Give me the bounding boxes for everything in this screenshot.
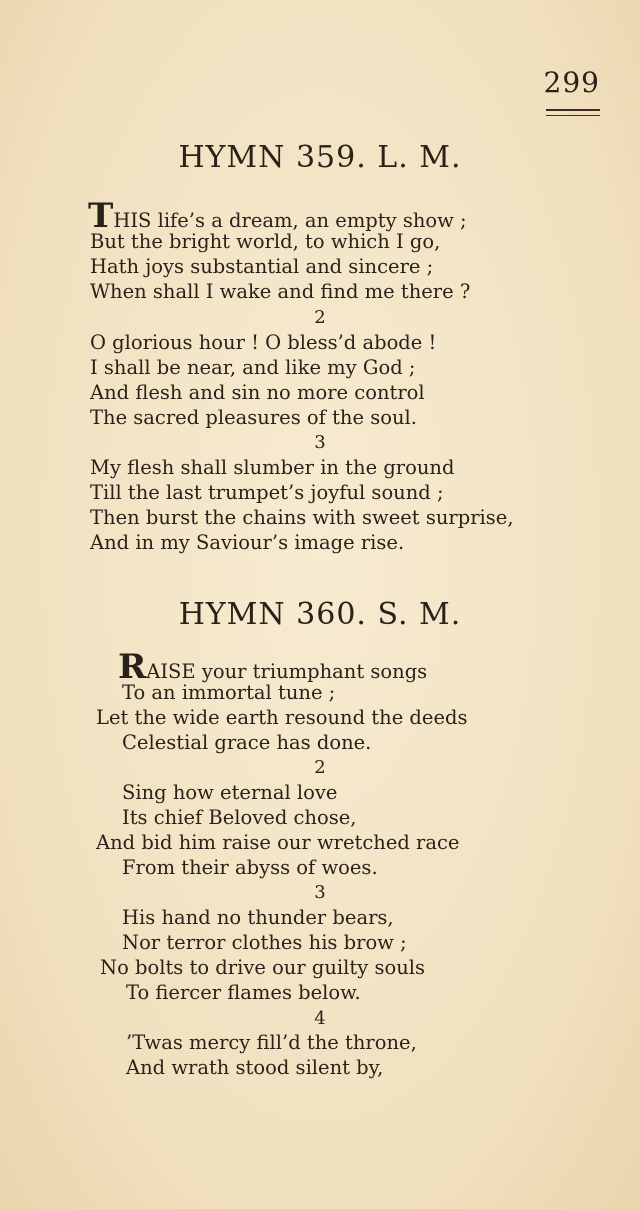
hymn-359-line-4: When shall I wake and find me there ? bbox=[90, 280, 471, 303]
hymn-360-line-10: Nor terror clothes his brow ; bbox=[122, 931, 407, 954]
hymn-359-line-5: O glorious hour ! O bless’d abode ! bbox=[90, 331, 437, 354]
verse-number: 3 bbox=[314, 432, 326, 453]
hymn-360-line-6: Its chief Beloved chose, bbox=[122, 806, 357, 829]
hymn-360-line-9: His hand no thunder bears, bbox=[122, 906, 394, 929]
page-number: 299 bbox=[543, 66, 600, 99]
hymn-360-line-12: To fiercer flames below. bbox=[126, 981, 361, 1004]
hymn-359-line-1: THIS life’s a dream, an empty show ; bbox=[88, 196, 467, 236]
drop-cap: R bbox=[118, 647, 147, 687]
verse-number: 4 bbox=[314, 1008, 326, 1029]
hymn-359-line-3: Hath joys substantial and sincere ; bbox=[90, 255, 434, 278]
hymn-360-line-7: And bid him raise our wretched race bbox=[96, 831, 460, 854]
hymn-360-line-3: Let the wide earth resound the deeds bbox=[96, 706, 468, 729]
hymn-360-line-14: And wrath stood silent by, bbox=[126, 1056, 384, 1079]
verse-number: 2 bbox=[314, 757, 326, 778]
hymn-359-line-12: And in my Saviour’s image rise. bbox=[90, 531, 405, 554]
header-rule-thin bbox=[546, 115, 600, 116]
hymn-360-line-5: Sing how eternal love bbox=[122, 781, 338, 804]
hymn-360-line-4: Celestial grace has done. bbox=[122, 731, 372, 754]
verse-number: 3 bbox=[314, 882, 326, 903]
hymn-359-line-6: I shall be near, and like my God ; bbox=[90, 356, 416, 379]
hymn-360-title: HYMN 360. S. M. bbox=[178, 597, 462, 632]
hymn-360-line-2: To an immortal tune ; bbox=[122, 681, 336, 704]
hymn-359-line-2: But the bright world, to which I go, bbox=[90, 230, 441, 253]
hymn-360-line-8: From their abyss of woes. bbox=[122, 856, 378, 879]
hymn-360-line-1: RAISE your triumphant songs bbox=[118, 647, 428, 687]
hymn-360-line-11: No bolts to drive our guilty souls bbox=[100, 956, 426, 979]
drop-cap: T bbox=[88, 196, 114, 236]
hymn-359-line-9: My flesh shall slumber in the ground bbox=[90, 456, 455, 479]
hymn-359-line-10: Till the last trumpet’s joyful sound ; bbox=[90, 481, 444, 504]
hymn-360-line-13: ’Twas mercy fill’d the throne, bbox=[126, 1031, 417, 1054]
hymn-359-line-7: And flesh and sin no more control bbox=[90, 381, 425, 404]
hymn-359-line-8: The sacred pleasures of the soul. bbox=[90, 406, 417, 429]
hymn-359-title: HYMN 359. L. M. bbox=[178, 140, 462, 175]
verse-number: 2 bbox=[314, 307, 326, 328]
hymn-359-line-11: Then burst the chains with sweet surprise, bbox=[90, 506, 514, 529]
header-rule bbox=[546, 109, 600, 111]
